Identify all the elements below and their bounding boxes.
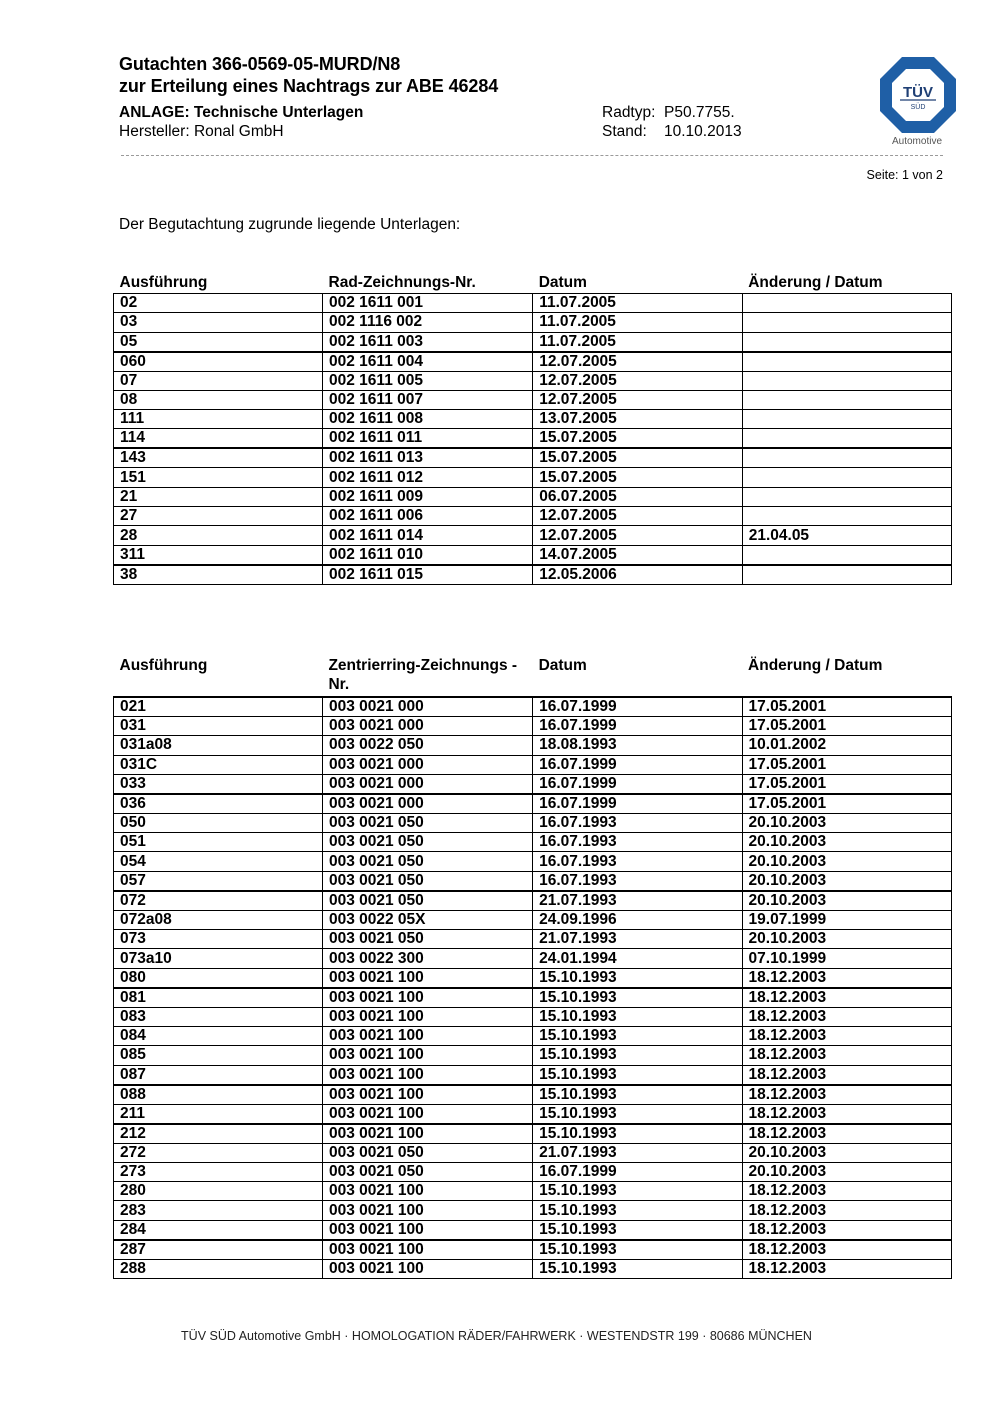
table-cell: 15.10.1993: [533, 1104, 742, 1124]
column-header: Datum: [538, 657, 587, 674]
table-cell: 15.10.1993: [533, 1259, 742, 1278]
table-row: [114, 794, 952, 814]
table-cell: 002 1611 011: [323, 429, 533, 449]
table-cell: 12.07.2005: [533, 507, 743, 526]
table-row: [114, 294, 952, 313]
table-cell: 14.07.2005: [533, 545, 743, 565]
table-cell: 16.07.1999: [533, 1162, 742, 1181]
table-cell: 151: [114, 468, 323, 487]
table-cell: 18.12.2003: [742, 1046, 951, 1065]
table-cell: [742, 507, 951, 526]
table-cell: 20.10.2003: [742, 891, 951, 911]
table-cell: 002 1611 010: [323, 545, 533, 565]
table-row: [114, 852, 952, 871]
table-cell: 21: [114, 487, 323, 506]
table-cell: 003 0021 000: [322, 794, 532, 814]
table-cell: 003 0021 100: [322, 968, 532, 988]
table-row: [114, 697, 952, 717]
wheel-type-label: Radtyp:: [602, 104, 656, 121]
title-line-2: zur Erteilung eines Nachtrags zur ABE 46284: [119, 76, 499, 96]
table-row: [114, 988, 952, 1008]
table-row: [114, 487, 952, 506]
table-cell: 20.10.2003: [742, 871, 951, 891]
document-title: [119, 53, 498, 97]
table-cell: 284: [114, 1220, 323, 1240]
table-cell: [742, 313, 951, 332]
table-cell: 057: [114, 871, 323, 891]
table-cell: 003 0021 050: [322, 1162, 532, 1181]
svg-text:TÜV: TÜV: [903, 84, 933, 101]
column-header: Änderung / Datum: [748, 274, 883, 291]
manufacturer-value: Ronal GmbH: [193, 123, 284, 140]
table-cell: 18.12.2003: [742, 1065, 951, 1085]
table-cell: 24.09.1996: [533, 910, 742, 929]
table-row: [114, 448, 952, 468]
table-row: [114, 1104, 952, 1124]
meta-block: [602, 103, 742, 141]
logo-caption: Automotive: [891, 136, 943, 147]
table-cell: 08: [114, 390, 323, 409]
table-cell: 050: [114, 813, 323, 832]
column-header: Datum: [538, 274, 587, 291]
table-cell: 15.10.1993: [533, 988, 742, 1008]
annex-block: [119, 103, 363, 141]
table-cell: 073a10: [114, 949, 323, 968]
table-cell: 002 1611 015: [323, 565, 533, 585]
table-cell: 16.07.1999: [533, 774, 742, 794]
table-cell: 18.12.2003: [742, 968, 951, 988]
table-cell: 002 1611 008: [323, 410, 533, 429]
table-cell: 16.07.1993: [533, 871, 742, 891]
table-cell: 18.12.2003: [742, 988, 951, 1008]
annex-label: ANLAGE:: [119, 104, 190, 121]
table-cell: 003 0021 050: [322, 930, 532, 949]
table-cell: 15.07.2005: [533, 468, 743, 487]
table-cell: 003 0021 100: [322, 1240, 532, 1260]
table-row: [114, 813, 952, 832]
table-cell: 272: [114, 1143, 323, 1162]
table-cell: 002 1611 006: [323, 507, 533, 526]
table-cell: 211: [114, 1104, 323, 1124]
table-cell: 072: [114, 891, 323, 911]
table-cell: 13.07.2005: [533, 410, 743, 429]
table-cell: 20.10.2003: [742, 930, 951, 949]
table-cell: 072a08: [114, 910, 323, 929]
table-cell: 114: [114, 429, 323, 449]
table-cell: 060: [114, 352, 323, 372]
table-cell: 003 0022 050: [322, 736, 532, 755]
table-cell: 15.10.1993: [533, 1182, 742, 1201]
table-cell: 031a08: [114, 736, 323, 755]
table-cell: 20.10.2003: [742, 852, 951, 871]
table-cell: 003 0021 100: [322, 988, 532, 1008]
table-cell: 003 0021 100: [322, 1182, 532, 1201]
table-cell: 18.12.2003: [742, 1085, 951, 1105]
table-cell: 10.01.2002: [742, 736, 951, 755]
table-cell: 16.07.1999: [533, 755, 742, 774]
table-cell: 085: [114, 1046, 323, 1065]
table-cell: 003 0021 100: [322, 1085, 532, 1105]
column-header: Änderung / Datum: [748, 657, 883, 674]
table-row: [114, 526, 952, 545]
table-cell: 002 1116 002: [323, 313, 533, 332]
table-cell: 280: [114, 1182, 323, 1201]
table-cell: 18.12.2003: [742, 1240, 951, 1260]
table-row: [114, 1085, 952, 1105]
table-cell: 18.12.2003: [742, 1220, 951, 1240]
table-row: [114, 390, 952, 409]
status-date: 10.10.2013: [664, 123, 742, 140]
table-row: [114, 891, 952, 911]
table-cell: 15.10.1993: [533, 1220, 742, 1240]
manufacturer-label: Hersteller:: [119, 123, 190, 140]
table-cell: 16.07.1999: [533, 717, 742, 736]
table-cell: 080: [114, 968, 323, 988]
table-cell: 083: [114, 1007, 323, 1026]
table-cell: 003 0021 050: [322, 891, 532, 911]
table-cell: 18.12.2003: [742, 1104, 951, 1124]
table-cell: 15.10.1993: [533, 1201, 742, 1220]
table-row: [114, 1007, 952, 1026]
table-row: [114, 429, 952, 449]
table-cell: 24.01.1994: [533, 949, 742, 968]
table-cell: 11.07.2005: [533, 313, 743, 332]
table-cell: 15.10.1993: [533, 1085, 742, 1105]
page-footer: TÜV SÜD Automotive GmbH · HOMOLOGATION RÄDER/FAHRWERK · WESTENDSTR 199 · 80686 MÜNCHEN: [181, 1329, 812, 1343]
table-row: [114, 545, 952, 565]
table-cell: 05: [114, 332, 323, 352]
table-row: [114, 1124, 952, 1144]
table-cell: [742, 468, 951, 487]
table-cell: 003 0021 000: [322, 717, 532, 736]
table-cell: 311: [114, 545, 323, 565]
table-cell: 002 1611 012: [323, 468, 533, 487]
table-cell: 17.05.2001: [742, 717, 951, 736]
column-header: Zentrierring-Zeichnungs -Nr.: [328, 657, 518, 693]
table-cell: 06.07.2005: [533, 487, 743, 506]
table-cell: 21.07.1993: [533, 930, 742, 949]
table-cell: 002 1611 007: [323, 390, 533, 409]
table-cell: 081: [114, 988, 323, 1008]
table-row: [114, 910, 952, 929]
table-row: [114, 736, 952, 755]
table-cell: 003 0021 100: [322, 1104, 532, 1124]
table-cell: 18.12.2003: [742, 1182, 951, 1201]
table-row: [114, 332, 952, 352]
table-cell: 143: [114, 448, 323, 468]
title-line-1: Gutachten 366-0569-05-MURD/N8: [119, 54, 401, 74]
table-cell: 20.10.2003: [742, 1143, 951, 1162]
table-row: [114, 833, 952, 852]
table-cell: [742, 352, 951, 372]
table-cell: 15.10.1993: [533, 1240, 742, 1260]
table-cell: 051: [114, 833, 323, 852]
table-cell: 07.10.1999: [742, 949, 951, 968]
table-cell: 002 1611 003: [323, 332, 533, 352]
table-row: [114, 717, 952, 736]
table-cell: [742, 332, 951, 352]
table-cell: 003 0021 000: [322, 774, 532, 794]
svg-text:SÜD: SÜD: [910, 104, 926, 111]
table-cell: 12.05.2006: [533, 565, 743, 585]
table-cell: 003 0021 050: [322, 833, 532, 852]
table-row: [114, 1220, 952, 1240]
table-cell: 11.07.2005: [533, 332, 743, 352]
table-cell: 287: [114, 1240, 323, 1260]
table-cell: 15.10.1993: [533, 1026, 742, 1045]
table-row: [114, 410, 952, 429]
table-cell: 003 0021 100: [322, 1259, 532, 1278]
table-cell: 07: [114, 371, 323, 390]
table-cell: 38: [114, 565, 323, 585]
table-cell: 28: [114, 526, 323, 545]
table-row: [114, 755, 952, 774]
table-cell: [742, 545, 951, 565]
table-cell: 288: [114, 1259, 323, 1278]
table-cell: 003 0022 05X: [322, 910, 532, 929]
table-cell: 003 0021 100: [322, 1046, 532, 1065]
table-cell: 18.12.2003: [742, 1124, 951, 1144]
table-cell: [742, 371, 951, 390]
table-cell: 20.10.2003: [742, 1162, 951, 1181]
table-cell: 212: [114, 1124, 323, 1144]
table-cell: 283: [114, 1201, 323, 1220]
table-row: [114, 774, 952, 794]
table-cell: 087: [114, 1065, 323, 1085]
table-cell: 003 0021 000: [322, 697, 532, 717]
table-cell: 15.10.1993: [533, 968, 742, 988]
table-cell: 16.07.1993: [533, 813, 742, 832]
table-cell: 17.05.2001: [742, 794, 951, 814]
table-cell: 003 0021 000: [322, 755, 532, 774]
table-cell: 16.07.1993: [533, 833, 742, 852]
table-cell: [742, 429, 951, 449]
intro-text: Der Begutachtung zugrunde liegende Unterlagen:: [119, 216, 461, 233]
table-cell: 002 1611 005: [323, 371, 533, 390]
table-cell: 15.10.1993: [533, 1065, 742, 1085]
table-cell: 002 1611 014: [323, 526, 533, 545]
table-cell: 003 0021 050: [322, 871, 532, 891]
table-row: [114, 930, 952, 949]
column-header: Rad-Zeichnungs-Nr.: [328, 274, 476, 291]
table-cell: 15.07.2005: [533, 429, 743, 449]
table-cell: 073: [114, 930, 323, 949]
table-cell: 002 1611 001: [323, 294, 533, 313]
table-cell: 21.07.1993: [533, 1143, 742, 1162]
table-row: [114, 352, 952, 372]
table-cell: [742, 410, 951, 429]
table-cell: 21.07.1993: [533, 891, 742, 911]
table-cell: 02: [114, 294, 323, 313]
table-cell: 12.07.2005: [533, 526, 743, 545]
table-cell: 002 1611 013: [323, 448, 533, 468]
table-cell: 18.12.2003: [742, 1026, 951, 1045]
table-cell: 054: [114, 852, 323, 871]
table-cell: 20.10.2003: [742, 813, 951, 832]
table-row: [114, 871, 952, 891]
table-row: [114, 1143, 952, 1162]
table-cell: 15.07.2005: [533, 448, 743, 468]
column-header: Ausführung: [119, 657, 208, 674]
table-row: [114, 313, 952, 332]
table-cell: [742, 294, 951, 313]
table-cell: 16.07.1993: [533, 852, 742, 871]
table-cell: 003 0021 050: [322, 852, 532, 871]
table-row: [114, 1046, 952, 1065]
wheel-type-value: P50.7755.: [664, 104, 735, 121]
table-cell: 18.12.2003: [742, 1201, 951, 1220]
table-cell: 15.10.1993: [533, 1007, 742, 1026]
table-row: [114, 1026, 952, 1045]
table-cell: 003 0021 050: [322, 813, 532, 832]
table-row: [114, 507, 952, 526]
table-cell: 033: [114, 774, 323, 794]
table-cell: 003 0021 100: [322, 1220, 532, 1240]
table-cell: 031: [114, 717, 323, 736]
table-cell: 17.05.2001: [742, 697, 951, 717]
table-cell: 002 1611 009: [323, 487, 533, 506]
table-cell: 17.05.2001: [742, 774, 951, 794]
table-row: [114, 468, 952, 487]
table-cell: 18.08.1993: [533, 736, 742, 755]
table-cell: 19.07.1999: [742, 910, 951, 929]
annex-value: Technische Unterlagen: [193, 104, 364, 121]
table-cell: [742, 390, 951, 409]
table-row: [114, 1182, 952, 1201]
table-cell: 12.07.2005: [533, 390, 743, 409]
table-cell: 16.07.1999: [533, 794, 742, 814]
table-cell: 15.10.1993: [533, 1046, 742, 1065]
table-cell: 003 0021 100: [322, 1026, 532, 1045]
table-cell: 18.12.2003: [742, 1007, 951, 1026]
table-cell: [742, 448, 951, 468]
table-cell: 031C: [114, 755, 323, 774]
table-cell: 021: [114, 697, 323, 717]
page-number: Seite: 1 von 2: [866, 168, 943, 182]
table-cell: 15.10.1993: [533, 1124, 742, 1144]
table-cell: 21.04.05: [742, 526, 951, 545]
table-cell: 18.12.2003: [742, 1259, 951, 1278]
column-header: Ausführung: [119, 274, 208, 291]
table-cell: [742, 487, 951, 506]
wheel-drawings-table: [113, 273, 952, 585]
table-cell: 084: [114, 1026, 323, 1045]
table-cell: 003 0021 100: [322, 1124, 532, 1144]
table-cell: 17.05.2001: [742, 755, 951, 774]
table-cell: 036: [114, 794, 323, 814]
table-row: [114, 968, 952, 988]
centering-ring-drawings-table: [113, 656, 952, 1279]
table-cell: 27: [114, 507, 323, 526]
status-label: Stand:: [602, 123, 647, 140]
table-row: [114, 1065, 952, 1085]
table-cell: 111: [114, 410, 323, 429]
table-cell: 20.10.2003: [742, 833, 951, 852]
table-cell: 088: [114, 1085, 323, 1105]
table-cell: 12.07.2005: [533, 352, 743, 372]
table-cell: 273: [114, 1162, 323, 1181]
table-cell: 003 0021 100: [322, 1007, 532, 1026]
table-cell: 003 0021 100: [322, 1201, 532, 1220]
table-cell: 03: [114, 313, 323, 332]
table-cell: 003 0021 050: [322, 1143, 532, 1162]
table-row: [114, 371, 952, 390]
table-cell: 16.07.1999: [533, 697, 742, 717]
header-divider: [121, 155, 943, 156]
table-row: [114, 949, 952, 968]
table-row: [114, 1201, 952, 1220]
table-row: [114, 565, 952, 585]
table-cell: 12.07.2005: [533, 371, 743, 390]
table-row: [114, 1259, 952, 1278]
table-cell: [742, 565, 951, 585]
table-row: [114, 1240, 952, 1260]
table-row: [114, 1162, 952, 1181]
table-cell: 003 0021 100: [322, 1065, 532, 1085]
table-cell: 003 0022 300: [322, 949, 532, 968]
table-cell: 002 1611 004: [323, 352, 533, 372]
table-cell: 11.07.2005: [533, 294, 743, 313]
